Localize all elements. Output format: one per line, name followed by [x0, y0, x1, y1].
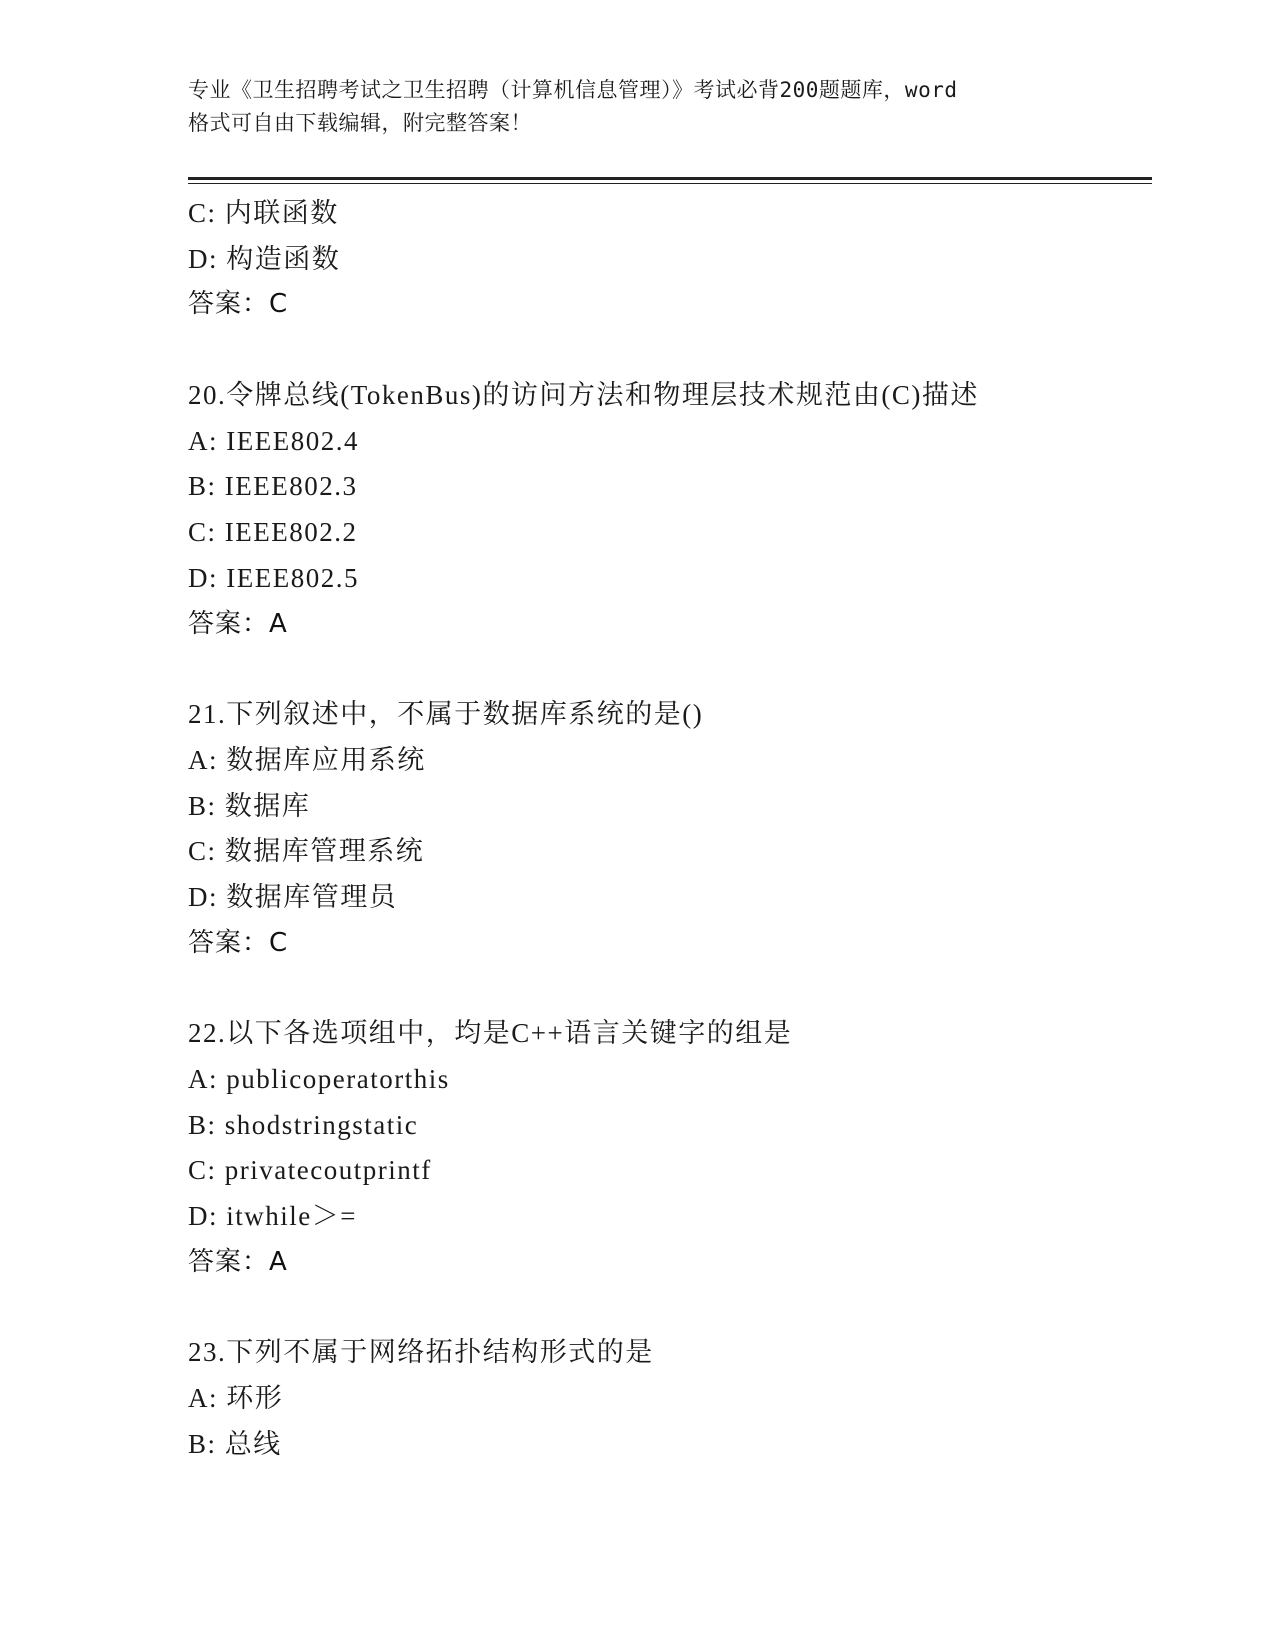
- question-stem: 20.令牌总线(TokenBus)的访问方法和物理层技术规范由(C)描述: [188, 380, 979, 411]
- question-23: [188, 1330, 1148, 1467]
- option-a: A: 环形: [188, 1383, 284, 1414]
- option-b: B: 总线: [188, 1428, 282, 1459]
- option-c: C: 数据库管理系统: [188, 836, 425, 867]
- option-b: B: shodstringstatic: [188, 1109, 419, 1140]
- header-divider-thick: [188, 177, 1152, 180]
- question-stem: 21.下列叙述中，不属于数据库系统的是(): [188, 699, 704, 730]
- answer-line: 答案：C: [188, 927, 289, 958]
- option-b: B: 数据库: [188, 790, 311, 821]
- option-d: D: itwhile＞=: [188, 1201, 357, 1232]
- option-a: A: 数据库应用系统: [188, 744, 426, 775]
- question-gap: [188, 328, 1148, 373]
- question-gap: [188, 647, 1148, 692]
- option-c: C: privatecoutprintf: [188, 1155, 432, 1186]
- question-list: [188, 191, 1148, 1468]
- option-d: D: 数据库管理员: [188, 881, 398, 912]
- answer-line: 答案：C: [188, 289, 289, 320]
- question-21: [188, 692, 1148, 966]
- question-gap: [188, 1285, 1148, 1330]
- header-title-line-1: 专业《卫生招聘考试之卫生招聘（计算机信息管理）》考试必背200题题库，word: [188, 78, 958, 102]
- question-stem: 23.下列不属于网络拓扑结构形式的是: [188, 1337, 654, 1368]
- option-c: C: 内联函数: [188, 198, 339, 228]
- option-c: C: IEEE802.2: [188, 517, 358, 548]
- question-stem: 22.以下各选项组中，均是C++语言关键字的组是: [188, 1018, 793, 1049]
- question-20: [188, 373, 1148, 647]
- option-a: A: IEEE802.4: [188, 425, 359, 456]
- option-d: D: IEEE802.5: [188, 562, 359, 593]
- answer-line: 答案：A: [188, 608, 288, 639]
- question-22: [188, 1011, 1148, 1285]
- header-title-line-2: 格式可自由下载编辑，附完整答案！: [188, 111, 532, 135]
- document-header: [188, 74, 1088, 140]
- question-19-continuation: [188, 191, 1148, 328]
- option-b: B: IEEE802.3: [188, 471, 358, 502]
- question-gap: [188, 966, 1148, 1011]
- option-a: A: publicoperatorthis: [188, 1064, 450, 1094]
- header-divider-thin: [188, 183, 1152, 184]
- option-d: D: 构造函数: [188, 243, 341, 274]
- answer-line: 答案：A: [188, 1246, 288, 1277]
